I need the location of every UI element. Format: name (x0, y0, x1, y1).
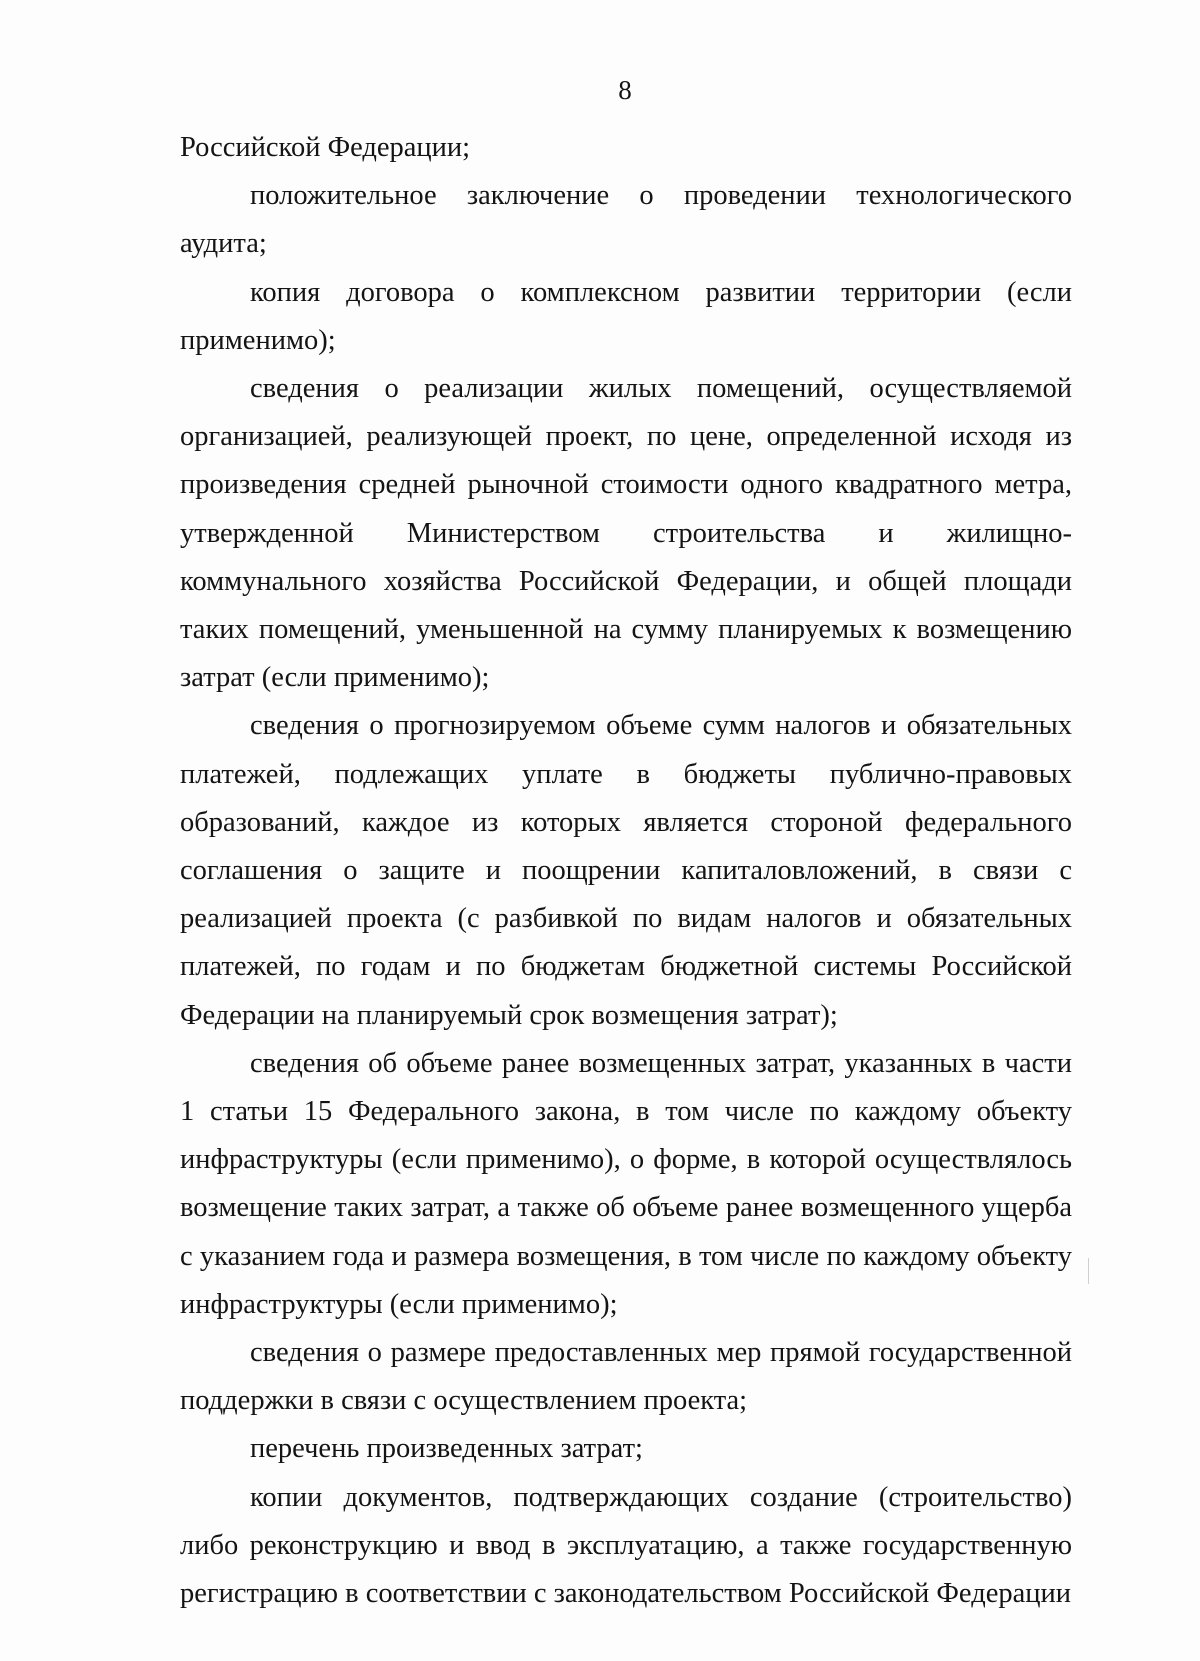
paragraph: сведения об объеме ранее возмещенных затрат, указанных в части 1 статьи 15 Федерального закона, в том числе по каждому объекту инфраструктуры (если применимо), о форме, в которой осуществлялось возмещение таких затрат, а также об объеме ранее возмещенного ущерба с указанием года и размера возмещения, в том числе по каждому объекту инфраструктуры (если применимо); (180, 1047, 1072, 1320)
scan-mark (1088, 1258, 1089, 1284)
page-number: 8 (618, 75, 632, 105)
paragraph: сведения о размере предоставленных мер прямой государственной поддержки в связи с осуществлением проекта; (180, 1337, 1072, 1417)
paragraph: положительное заключение о проведении технологического аудита; (180, 180, 1072, 260)
document-body (180, 124, 1072, 1618)
paragraph: Российской Федерации; (180, 132, 471, 163)
paragraph: копии документов, подтверждающих создание (строительство) либо реконструкцию и ввод в эксплуатацию, а также государственную регистрацию в соответствии с законодательством Российской Федерации (180, 1481, 1072, 1610)
paragraph: сведения о прогнозируемом объеме сумм налогов и обязательных платежей, подлежащих уплате в бюджеты публично-правовых образований, каждое из которых является стороной федерального соглашения о защите и поощрении капиталовложений, в связи с реализацией проекта (с разбивкой по видам налогов и обязательных платежей, по годам и по бюджетам бюджетной системы Российской Федерации на планируемый срок возмещения затрат); (180, 710, 1072, 1031)
paragraph: копия договора о комплексном развитии территории (если применимо); (180, 276, 1072, 356)
paragraph: перечень произведенных затрат; (250, 1433, 643, 1465)
paragraph: сведения о реализации жилых помещений, осуществляемой организацией, реализующей проект, по цене, определенной исходя из произведения средней рыночной стоимости одного квадратного метра, утвержденной Министерством строительства и жилищно-коммунального хозяйства Российской Федерации, и общей площади таких помещений, уменьшенной на сумму планируемых к возмещению затрат (если применимо); (180, 373, 1072, 694)
